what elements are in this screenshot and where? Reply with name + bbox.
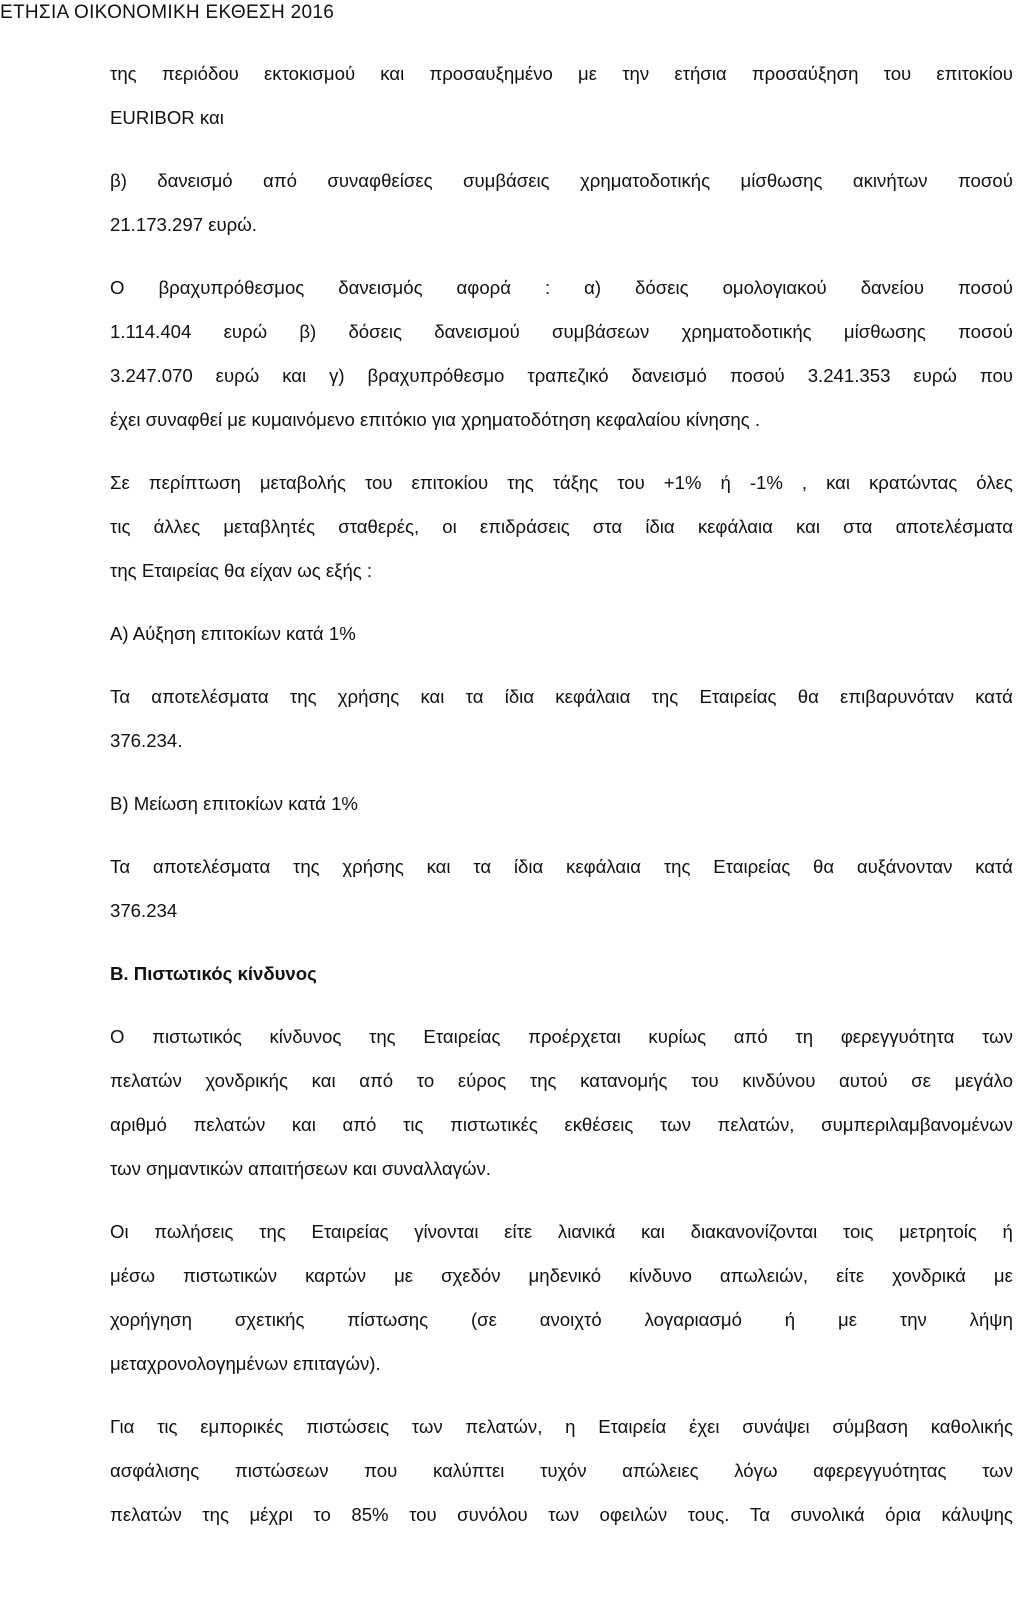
text-line: αριθμό πελατών και από τις πιστωτικές εκθέσεις των πελατών, συμπεριλαμβανομένων [110,1114,1013,1135]
text-line: ασφάλισης πιστώσεων που καλύπτει τυχόν απώλειες λόγω αφερεγγυότητας των [110,1460,1013,1481]
subheading: Β) Μείωση επιτοκίων κατά 1% [110,793,358,814]
text-line: μεταχρονολογημένων επιταγών). [110,1353,381,1374]
text-line: Σε περίπτωση μεταβολής του επιτοκίου της τάξης του +1% ή -1% , και κρατώντας όλες [110,472,1013,493]
text-line: της περιόδου εκτοκισμού και προσαυξημένο με την ετήσια προσαύξηση του επιτοκίου [110,63,1013,84]
text-line: EURIBOR και [110,107,224,128]
text-line: Τα αποτελέσματα της χρήσης και τα ίδια κεφάλαια της Εταιρείας θα επιβαρυνόταν κατά [110,686,1013,707]
text-line: έχει συναφθεί με κυμαινόμενο επιτόκιο για χρηματοδότηση κεφαλαίου κίνησης . [110,409,760,430]
text-line: πελατών χονδρικής και από το εύρος της κατανομής του κινδύνου αυτού σε μεγάλο [110,1070,1013,1091]
text-line: Για τις εμπορικές πιστώσεις των πελατών, η Εταιρεία έχει συνάψει σύμβαση καθολικής [110,1416,1013,1437]
text-line: της Εταιρείας θα είχαν ως εξής : [110,560,373,581]
text-line: Οι πωλήσεις της Εταιρείας γίνονται είτε λιανικά και διακανονίζονται τοις μετρητοίς ή [110,1221,1013,1242]
text-line: Ο βραχυπρόθεσμος δανεισμός αφορά : α) δόσεις ομολογιακού δανείου ποσού [110,277,1013,298]
text-line: 3.247.070 ευρώ και γ) βραχυπρόθεσμο τραπεζικό δανεισμό ποσού 3.241.353 ευρώ που [110,365,1013,386]
text-line: των σημαντικών απαιτήσεων και συναλλαγών. [110,1158,491,1179]
text-line: 376.234. [110,730,183,751]
text-line: 21.173.297 ευρώ. [110,214,257,235]
text-line: 1.114.404 ευρώ β) δόσεις δανεισμού συμβάσεων χρηματοδοτικής μίσθωσης ποσού [110,321,1013,342]
text-line: Τα αποτελέσματα της χρήσης και τα ίδια κεφάλαια της Εταιρείας θα αυξάνονταν κατά [110,856,1013,877]
text-line: Ο πιστωτικός κίνδυνος της Εταιρείας προέρχεται κυρίως από τη φερεγγυότητα των [110,1026,1013,1047]
text-line: χορήγηση σχετικής πίστωσης (σε ανοιχτό λογαριασμό ή με την λήψη [110,1309,1013,1330]
text-line: τις άλλες μεταβλητές σταθερές, οι επιδράσεις στα ίδια κεφάλαια και στα αποτελέσματα [110,516,1013,537]
text-line: 376.234 [110,900,178,921]
document-header-title: ΕΤΗΣΙΑ ΟΙΚΟΝΟΜΙΚΗ ΕΚΘΕΣΗ 2016 [0,2,335,23]
text-line: μέσω πιστωτικών καρτών με σχεδόν μηδενικό κίνδυνο απωλειών, είτε χονδρικά με [110,1265,1013,1286]
section-heading: Β. Πιστωτικός κίνδυνος [110,963,317,984]
subheading: Α) Αύξηση επιτοκίων κατά 1% [110,623,356,644]
text-line: β) δανεισμό από συναφθείσες συμβάσεις χρηματοδοτικής μίσθωσης ακινήτων ποσού [110,170,1013,191]
text-line: πελατών της μέχρι το 85% του συνόλου των οφειλών τους. Τα συνολικά όρια κάλυψης [110,1504,1013,1525]
